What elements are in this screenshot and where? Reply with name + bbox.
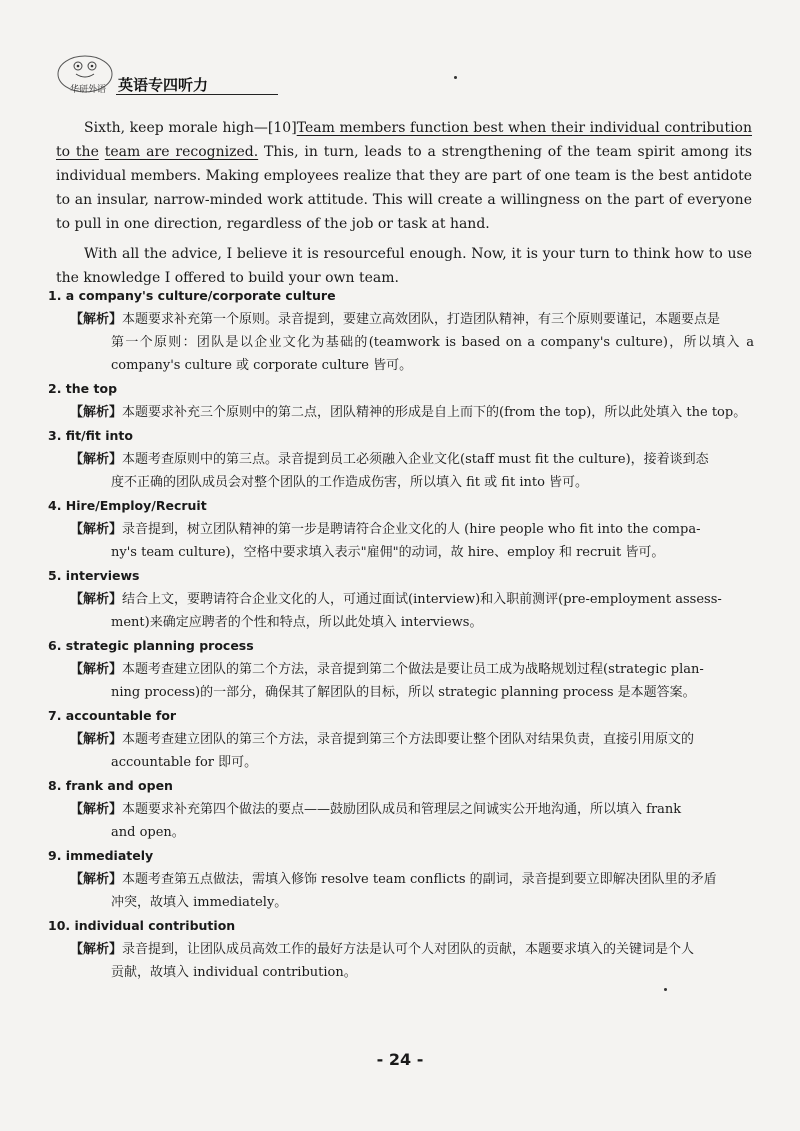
answer-label: 4. Hire/Employ/Recruit: [48, 498, 207, 513]
explanation-text: 本题考查第五点做法，需填入修饰 resolve team conflicts 的副词，录音提到要立即解决团队里的矛盾: [122, 872, 717, 887]
explanation-text: 录音提到，树立团队精神的第一步是聘请符合企业文化的人 (hire people who fit into the compa-: [122, 522, 701, 537]
explanation-text: 本题要求补充三个原则中的第二点，团队精神的形成是自上而下的(from the top)，所以此处填入 the top。: [122, 405, 747, 420]
answer-item: [48, 634, 754, 704]
explanation: [70, 658, 754, 704]
answer-item: [48, 494, 754, 564]
explanation-continuation: 贡献，故填入 individual contribution。: [111, 965, 357, 980]
answer-label: 3. fit/fit into: [48, 428, 133, 443]
explanation-continuation: ning process)的一部分，确保其了解团队的目标，所以 strategic planning process 是本题答案。: [111, 685, 696, 700]
explanation-tag: 【解析】: [70, 452, 123, 467]
answer-label: 9. immediately: [48, 848, 154, 863]
explanation-tag: 【解析】: [70, 942, 123, 957]
explanation-tag: 【解析】: [70, 312, 123, 327]
answer-underline-10: Team members function best when their individual contribution to the: [56, 120, 752, 160]
explanation-text: 本题考查原则中的第三点。录音提到员工必须融入企业文化(staff must fit the culture)，接着谈到态: [122, 452, 709, 467]
answer-label: 8. frank and open: [48, 778, 173, 793]
answer-item: [48, 914, 754, 984]
explanation-continuation: and open。: [111, 825, 185, 840]
book-title: 英语专四听力: [118, 76, 209, 94]
explanation: [70, 728, 754, 774]
answer-item: [48, 377, 754, 424]
explanation-continuation: 度不正确的团队成员会对整个团队的工作造成伤害，所以填入 fit 或 fit into 皆可。: [111, 475, 589, 490]
explanation-continuation: 第一个原则：团队是以企业文化为基础的(teamwork is based on a company's culture)，所以填入 a company's culture 或 corporate culture 皆可。: [111, 335, 754, 373]
explanation: [70, 448, 754, 494]
passage-paragraph-2: With all the advice, I believe it is resourceful enough. Now, it is your turn to think how to use the knowledge I offered to build your own team.: [56, 246, 752, 286]
explanation-text: 本题考查建立团队的第二个方法，录音提到第二个做法是要让员工成为战略规划过程(strategic plan-: [122, 662, 704, 677]
passage: [56, 116, 752, 296]
explanation: [70, 308, 754, 377]
speck: [454, 76, 457, 79]
speck: [664, 988, 667, 991]
answer-label: 7. accountable for: [48, 708, 177, 723]
explanation-text: 结合上文，要聘请符合企业文化的人，可通过面试(interview)和入职前测评(pre-employment assess-: [122, 592, 722, 607]
page-header: [56, 54, 356, 102]
answer-item: [48, 774, 754, 844]
explanation-tag: 【解析】: [70, 872, 123, 887]
explanation: [70, 401, 754, 424]
explanation-tag: 【解析】: [70, 802, 123, 817]
answer-item: [48, 704, 754, 774]
page-number: - 24 -: [376, 1050, 424, 1069]
explanation: [70, 518, 754, 564]
explanation: [70, 868, 754, 914]
explanation: [70, 588, 754, 634]
answer-label: 6. strategic planning process: [48, 638, 254, 653]
answer-label: 1. a company's culture/corporate culture: [48, 288, 336, 303]
explanation-tag: 【解析】: [70, 662, 123, 677]
explanation-text: 录音提到，让团队成员高效工作的最好方法是认可个人对团队的贡献，本题要求填入的关键词是个人: [122, 942, 695, 957]
explanation-continuation: accountable for 即可。: [111, 755, 258, 770]
explanation-text: 本题要求补充第四个做法的要点——鼓励团队成员和管理层之间诚实公开地沟通，所以填入 frank: [122, 802, 682, 817]
answer-key: [48, 284, 754, 984]
passage-paragraph-1: Sixth, keep morale high—[10]Team members function best when their individual contribution to the team are recognized. This, in turn, leads to a strengthening of the team spirit among its individual members. Making employees realize that they are part of one team is the best antidote to an insular, narrow-minded work attitude. This will create a willingness on the part of everyone to pull in one direction, regardless of the job or task at hand.: [56, 120, 753, 232]
explanation-tag: 【解析】: [70, 732, 123, 747]
answer-label: 10. individual contribution: [48, 918, 236, 933]
explanation-continuation: ment)来确定应聘者的个性和特点，所以此处填入 interviews。: [111, 615, 483, 630]
answer-label: 5. interviews: [48, 568, 140, 583]
header-rule: [116, 94, 278, 95]
explanation-continuation: ny's team culture)，空格中要求填入表示"雇佣"的动词，故 hire、employ 和 recruit 皆可。: [111, 545, 665, 560]
explanation: [70, 938, 754, 984]
answer-item: [48, 424, 754, 494]
explanation: [70, 798, 754, 844]
logo-text: 华研外语: [69, 85, 106, 95]
answer-label: 2. the top: [48, 381, 118, 396]
explanation-tag: 【解析】: [70, 522, 123, 537]
explanation-text: 本题考查建立团队的第三个方法，录音提到第三个方法即要让整个团队对结果负责，直接引用原文的: [122, 732, 695, 747]
answer-item: [48, 284, 754, 377]
explanation-text: 本题要求补充第一个原则。录音提到，要建立高效团队，打造团队精神，有三个原则要谨记，本题要点是: [122, 312, 721, 327]
answer-item: [48, 844, 754, 914]
explanation-tag: 【解析】: [70, 405, 123, 420]
answer-item: [48, 564, 754, 634]
explanation-tag: 【解析】: [70, 592, 123, 607]
explanation-continuation: 冲突，故填入 immediately。: [111, 895, 288, 910]
